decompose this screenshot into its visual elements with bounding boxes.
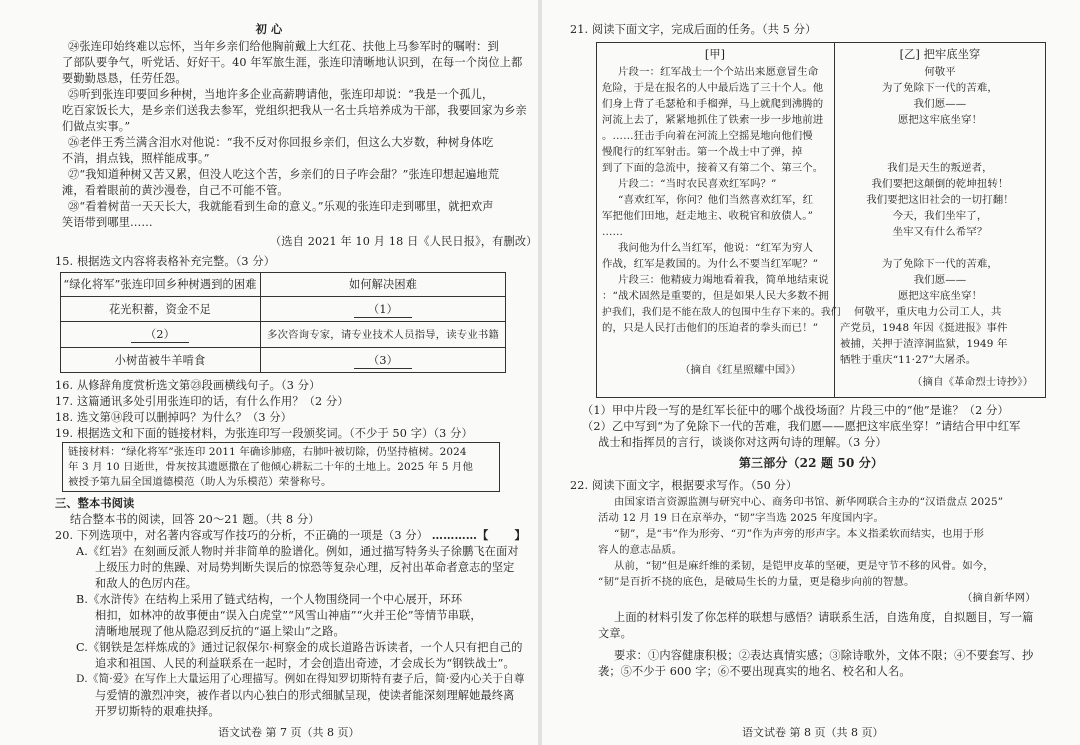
yi-line: 牺牲于重庆“11·27”大屠杀。 [840, 354, 977, 366]
paragraph-line: ㉘“看着树苗一天天长大，我就能看到生命的意义。”乐观的张连印走到哪里，就把欢声 [68, 200, 494, 213]
question-15: 15. 根据选文内容将表格补充完整。（3 分） [55, 255, 276, 268]
article-title: 初 心 [255, 22, 283, 36]
yi-line: 愿把这牢底坐穿！ [897, 290, 983, 302]
text-yi-title: [乙] 把牢底坐穿 [899, 48, 981, 61]
jia-line: 到了下面的急流中，接着又有第二个、第三个。 [602, 162, 824, 174]
jia-line: 护我们，我们是不能在敌人的包围中生存下来的。我们 [602, 307, 841, 318]
writing-requirements: 袭；⑤不少于 600 字；⑥不要出现真实的地名、校名和人名。 [598, 665, 911, 678]
option-a: 和敌人的色厉内荏。 [95, 577, 198, 590]
question-22: 22. 阅读下面文字，根据要求写作。（50 分） [570, 479, 798, 492]
writing-prompt: 文章。 [598, 627, 633, 640]
option-c: C.《钢铁是怎样炼成的》通过记叙保尔·柯察金的成长道路告诉读者，一个人只有把自己的 [76, 641, 523, 654]
table-cell: 小树苗被牛羊啃食 [114, 354, 206, 367]
link-material-line: 链接材料：“绿化将军”张连印 2011 年确诊肺癌，右肺叶被切除，仍坚持植树。2024 [68, 446, 467, 458]
material-line: 由国家语言资源监测与研究中心、商务印书馆、新华网联合主办的“汉语盘点 2025” [614, 496, 1004, 508]
option-c: 追求和祖国、人民的利益联系在一起时，才会创造出奇迹，才会成长为“钢铁战士”。 [95, 657, 515, 670]
option-b: B.《水浒传》在结构上采用了链式结构，一个人物围绕同一个中心展开，环环 [76, 593, 463, 606]
jia-line: 片段一：红军战士一个个站出来愿意冒生命 [618, 66, 819, 78]
material-line: “韧”，是“韦”作为形旁、“刃”作为声旁的形声字。本义指柔软而结实，也用于形 [614, 528, 985, 540]
material-line: 活动 12 月 19 日在京举办，“韧”字当选 2025 年度国内字。 [598, 512, 884, 524]
yi-line: 何敬平 [924, 66, 956, 78]
text-jia-title: [甲] [704, 48, 726, 61]
option-b: 清晰地展现了他从隐忍到反抗的“逼上梁山”之路。 [95, 625, 345, 638]
left-page [0, 0, 538, 745]
table-cell: 多次咨询专家，请专业技术人员指导，读专业书籍 [267, 329, 499, 341]
section-3-title: 三、整本书阅读 [55, 496, 135, 510]
jia-line: ：“战术固然是重要的，但是如果人民大多数不拥 [602, 290, 829, 302]
question-20-dots: …………【 [431, 528, 489, 542]
paragraph-line: 吃百家饭长大，是乡亲们送我去参军，党组织把我从一名士兵培养成为干部，我要回家为乡亲 [62, 104, 527, 117]
material-line: “韧”是百折不挠的底色，是破局生长的力量，更是稳步向前的智慧。 [598, 576, 915, 588]
table-cell[interactable] [60, 327, 260, 343]
question-20-bracket: 】 [514, 528, 526, 542]
yi-line: 愿把这牢底坐穿！ [897, 114, 983, 126]
link-material-line: 被授予第九届全国道德模范（助人为乐模范）荣誉称号。 [68, 476, 332, 488]
jia-line: 我问他为什么当红军，他说：“红军为穷人 [618, 242, 814, 254]
jia-line: 军把他们田地，赶走地主、收税官和放债人。” [602, 210, 814, 222]
task-2: （2）乙中写到“为了免除下一代的苦难，我们愿——愿把这牢底坐穿！”请结合甲中红军 [582, 420, 1021, 433]
jia-line: 的，只是人民打击他们的压迫者的拳头而已！” [602, 322, 819, 334]
jia-line: 们身上背了毛瑟枪和手榴弹，马上就爬到沸腾的 [602, 98, 824, 110]
writing-requirements: 要求：①内容健康积极；②表达真情实感；③除诗歌外，文体不限；④不要套写、抄 [614, 649, 1034, 662]
yi-line: 今天，我们坐牢了， [892, 210, 988, 222]
link-material-line: 年 3 月 10 日逝世，骨灰按其遗愿撒在了他倾心耕耘二十年的土地上。2025 年 5 月他 [68, 461, 474, 473]
option-a: A.《红岩》在刻画反派人物时并非简单的脸谱化。例如，通过描写特务头子徐鹏飞在面对 [76, 545, 519, 558]
yi-line: 我们愿—— [913, 274, 967, 286]
yi-line: 我们要把这旧社会的一切打翻！ [866, 194, 1014, 206]
table-header: 如何解决困难 [348, 278, 418, 291]
material-line: 容人的意志品质。 [598, 544, 683, 556]
page-footer: 语文试卷 第 7 页（共 8 页） [218, 726, 360, 739]
material-source: （摘自新华网） [962, 592, 1036, 604]
yi-line: 产党员，1948 年因《挺进报》事件 [840, 322, 1008, 334]
yi-line: 被捕，关押于渣滓洞监狱，1949 年 [840, 338, 1008, 350]
yi-line: 我们是天生的叛逆者， [887, 162, 993, 174]
jia-line: “喜欢红军，你问？他们当然喜欢红军，红 [618, 194, 814, 206]
table-cell: 花光积蓄，资金不足 [108, 303, 212, 316]
option-d: 开罗切斯特的艰难抉择。 [95, 705, 220, 718]
yi-line: 我们愿—— [913, 98, 967, 110]
option-d: D.《简·爱》在写作上大量运用了心理描写。例如在得知罗切斯特有妻子后，简·爱内心关于自尊 [76, 673, 525, 685]
table-blank[interactable]: （1） [354, 302, 412, 318]
right-page [542, 0, 1080, 745]
table-divider [60, 321, 506, 322]
jia-line: 慢爬行的红军射击。第一个战士中了弹，掉 [602, 146, 803, 158]
table-cell[interactable] [260, 302, 506, 318]
paragraph-line: 不消，捐点钱，照样能成事。” [62, 152, 210, 165]
yi-source: （摘自《革命烈士诗抄》） [912, 376, 1034, 388]
jia-line: 片段二：“当时农民喜欢红军吗？” [618, 178, 777, 190]
option-d: 与爱情的激烈冲突，被作者以内心独白的形式细腻呈现，使读者能深刻理解她最终离 [95, 689, 515, 702]
task-1: （1）甲中片段一写的是红军长征中的哪个战役场面？片段三中的“他”是谁？（2 分） [582, 404, 1009, 417]
paragraph-line: 滩，看着眼前的黄沙漫卷，自己不可能不管。 [62, 184, 289, 197]
yi-line: 何敬平，重庆电力公司工人，共 [854, 306, 1002, 318]
yi-line: 为了免除下一代的苦难， [882, 82, 998, 94]
paragraph-line: ㉖老伴王秀兰满含泪水对他说：“我不反对你回报乡亲们，但这么大岁数，种树身体吃 [68, 136, 494, 149]
table-header: “绿化将军”张连印回乡种树遇到的困难 [63, 278, 257, 291]
paragraph-line: 要勤勤恳恳，任劳任怨。 [62, 72, 187, 85]
question-20 [55, 528, 526, 543]
paragraph-line: ㉕听到张连印要回乡种树，当地许多企业高薪聘请他，张连印却说：“我是一个孤儿， [68, 88, 494, 101]
paragraph-line: 了部队要争气，听党话、好好干。40 年军旅生涯，张连印清晰地认识到，在每一个岗位上都 [62, 56, 523, 69]
question-17: 17. 这篇通讯多处引用张连印的话，有什么作用？（2 分） [55, 395, 349, 408]
jia-line: 河流上去了，紧紧地抓住了铁索一步一步地前进 [602, 114, 824, 126]
jia-line: 作战，红军是救国的。为什么不要当红军呢？” [602, 258, 819, 270]
question-18: 18. 选文第⑭段可以删掉吗？为什么？（3 分） [55, 411, 292, 424]
table-divider [60, 347, 506, 348]
yi-line: 我们要把这颠倒的乾坤扭转！ [871, 178, 1009, 190]
question-19: 19. 根据选文和下面的链接材料，为张连印写一段颁奖词。（不少于 50 字）（3 分） [55, 427, 473, 440]
paragraph-line: ㉔张连印始终难以忘怀，当年乡亲们给他胸前戴上大红花、扶他上马参军时的嘱咐：到 [68, 40, 499, 53]
option-a: 上级压力时的焦躁、对局势判断失误后的惊恐等复杂心理，反衬出革命者意志的坚定 [95, 561, 515, 574]
section-3-intro: 结合整本书的阅读，回答 20～21 题。（共 8 分） [70, 513, 320, 526]
paragraph-line: 笑语带到哪里…… [62, 216, 153, 229]
writing-prompt: 上面的材料引发了你怎样的联想与感悟？请联系生活，自选角度，自拟题目，写一篇 [614, 611, 1034, 624]
question-21: 21. 阅读下面文字，完成后面的任务。（共 5 分） [570, 23, 817, 36]
table-cell[interactable] [260, 353, 506, 369]
source-note: （选自 2021 年 10 月 18 日《人民日报》，有删改） [270, 235, 538, 248]
jia-line: 危险，于是在报名的人中最后选了三十个人。他 [602, 82, 824, 94]
paragraph-line: 们做点实事。” [62, 120, 131, 133]
table-divider [60, 296, 506, 297]
yi-line: 坐牢又有什么希罕？ [892, 226, 988, 238]
yi-line: 为了免除下一代的苦难， [882, 258, 998, 270]
question-20-text: 20. 下列选项中，对名著内容或写作技巧的分析，不正确的一项是（3 分） [55, 529, 429, 542]
part-3-title: 第三部分（22 题 50 分） [738, 456, 884, 470]
option-b: 相扣，如林冲的故事便由“误入白虎堂”“风雪山神庙”“火并王伦”等情节串联， [95, 609, 482, 622]
jia-line: 。……狂击手向着在河流上空摇晃地向他们慢 [602, 130, 813, 142]
question-16: 16. 从修辞角度赏析选文第㉓段画横线句子。（3 分） [55, 379, 321, 392]
material-line: 从前，“韧”但是麻纤维的柔韧，是铠甲皮革的坚硬，更是守节不移的风骨。如今， [614, 560, 994, 572]
jia-line: 片段三：他精疲力竭地看着我，简单地结束说 [618, 274, 829, 286]
page-footer: 语文试卷 第 8 页（共 8 页） [742, 726, 884, 739]
jia-line: …… [602, 226, 624, 238]
task-2: 战士和指挥员的言行，谈谈你对这两句诗的理解。（3 分） [598, 436, 887, 449]
table-blank[interactable]: （3） [354, 353, 412, 369]
table-blank[interactable]: （2） [131, 327, 189, 343]
jia-source: （摘自《红星照耀中国》） [680, 364, 802, 376]
paragraph-line: ㉗“我知道种树又苦又累，但没人吃这个苦，乡亲们的日子咋会甜？”张连印想起遍地荒 [68, 168, 500, 181]
